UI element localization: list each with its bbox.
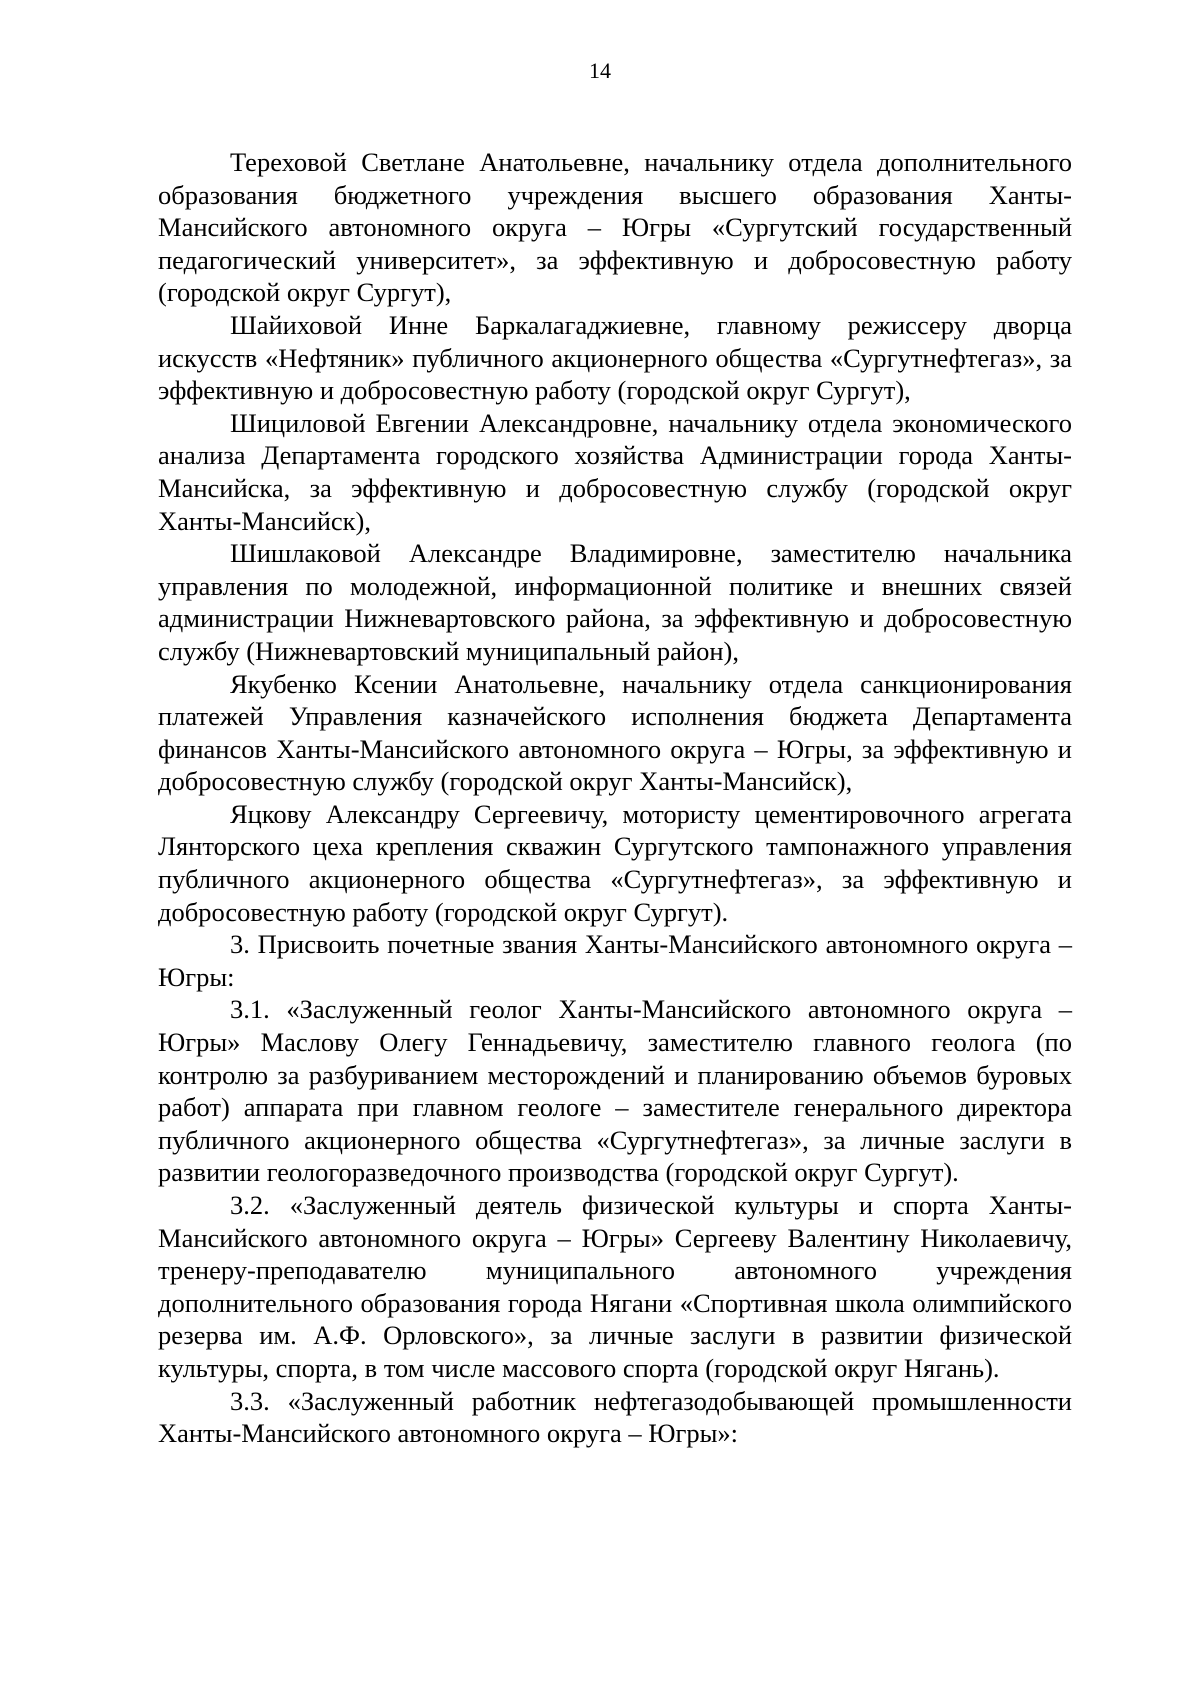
- paragraph-yakubenko: Якубенко Ксении Анатольевне, начальнику отдела санкционирования платежей Управления казначейского исполнения бюджета Департамента финансов Ханты-Мансийского автономного округа – Югры, за эффективную и добросовестную службу (городской округ Ханты-Мансийск),: [158, 668, 1072, 797]
- page-number: 14: [589, 58, 611, 83]
- paragraph-section-3: 3. Присвоить почетные звания Ханты-Мансийского автономного округа – Югры:: [158, 929, 1072, 992]
- paragraph-terekhova: Тереховой Светлане Анатольевне, начальнику отдела дополнительного образования бюджетного учреждения высшего образования Ханты-Мансийского автономного округа – Югры «Сургутский государственный педагогический университет», за эффективную и добросовестную работу (городской округ Сургут),: [158, 147, 1072, 308]
- paragraph-section-3-2: 3.2. «Заслуженный деятель физической культуры и спорта Ханты-Мансийского автономного округа – Югры» Сергееву Валентину Николаевичу, тренеру-преподавателю муниципального автономного учреждения дополнительного образования города Нягани «Спортивная школа олимпийского резерва им. А.Ф. Орловского», за личные заслуги в развитии физической культуры, спорта, в том числе массового спорта (городской округ Нягань).: [158, 1190, 1072, 1383]
- paragraph-yatskov: Яцкову Александру Сергеевичу, мотористу цементировочного агрегата Лянторского цеха крепления скважин Сургутского тампонажного управления публичного акционерного общества «Сургутнефтегаз», за эффективную и добросовестную работу (городской округ Сургут).: [158, 798, 1072, 927]
- paragraph-shitsilova: Шициловой Евгении Александровне, начальнику отдела экономического анализа Департамента городского хозяйства Администрации города Ханты-Мансийска, за эффективную и добросовестную службу (городской округ Ханты-Мансийск),: [158, 407, 1072, 536]
- paragraph-shishlakova: Шишлаковой Александре Владимировне, заместителю начальника управления по молодежной, информационной политике и внешних связей администрации Нижневартовского района, за эффективную и добросовестную службу (Нижневартовский муниципальный район),: [158, 538, 1072, 666]
- paragraph-shaikhova: Шайиховой Инне Баркалагаджиевне, главному режиссеру дворца искусств «Нефтяник» публичного акционерного общества «Сургутнефтегаз», за эффективную и добросовестную работу (городской округ Сургут),: [158, 309, 1072, 406]
- paragraph-section-3-3: 3.3. «Заслуженный работник нефтегазодобывающей промышленности Ханты-Мансийского автономного округа – Югры»:: [158, 1385, 1072, 1449]
- paragraph-section-3-1: 3.1. «Заслуженный геолог Ханты-Мансийского автономного округа – Югры» Маслову Олегу Геннадьевичу, заместителю главного геолога (по контролю за разбуриванием месторождений и планированию объемов буровых работ) аппарата при главном геологе – заместителе генерального директора публичного акционерного общества «Сургутнефтегаз», за личные заслуги в развитии геологоразведочного производства (городской округ Сургут).: [158, 994, 1072, 1188]
- document-body: [158, 146, 1072, 1450]
